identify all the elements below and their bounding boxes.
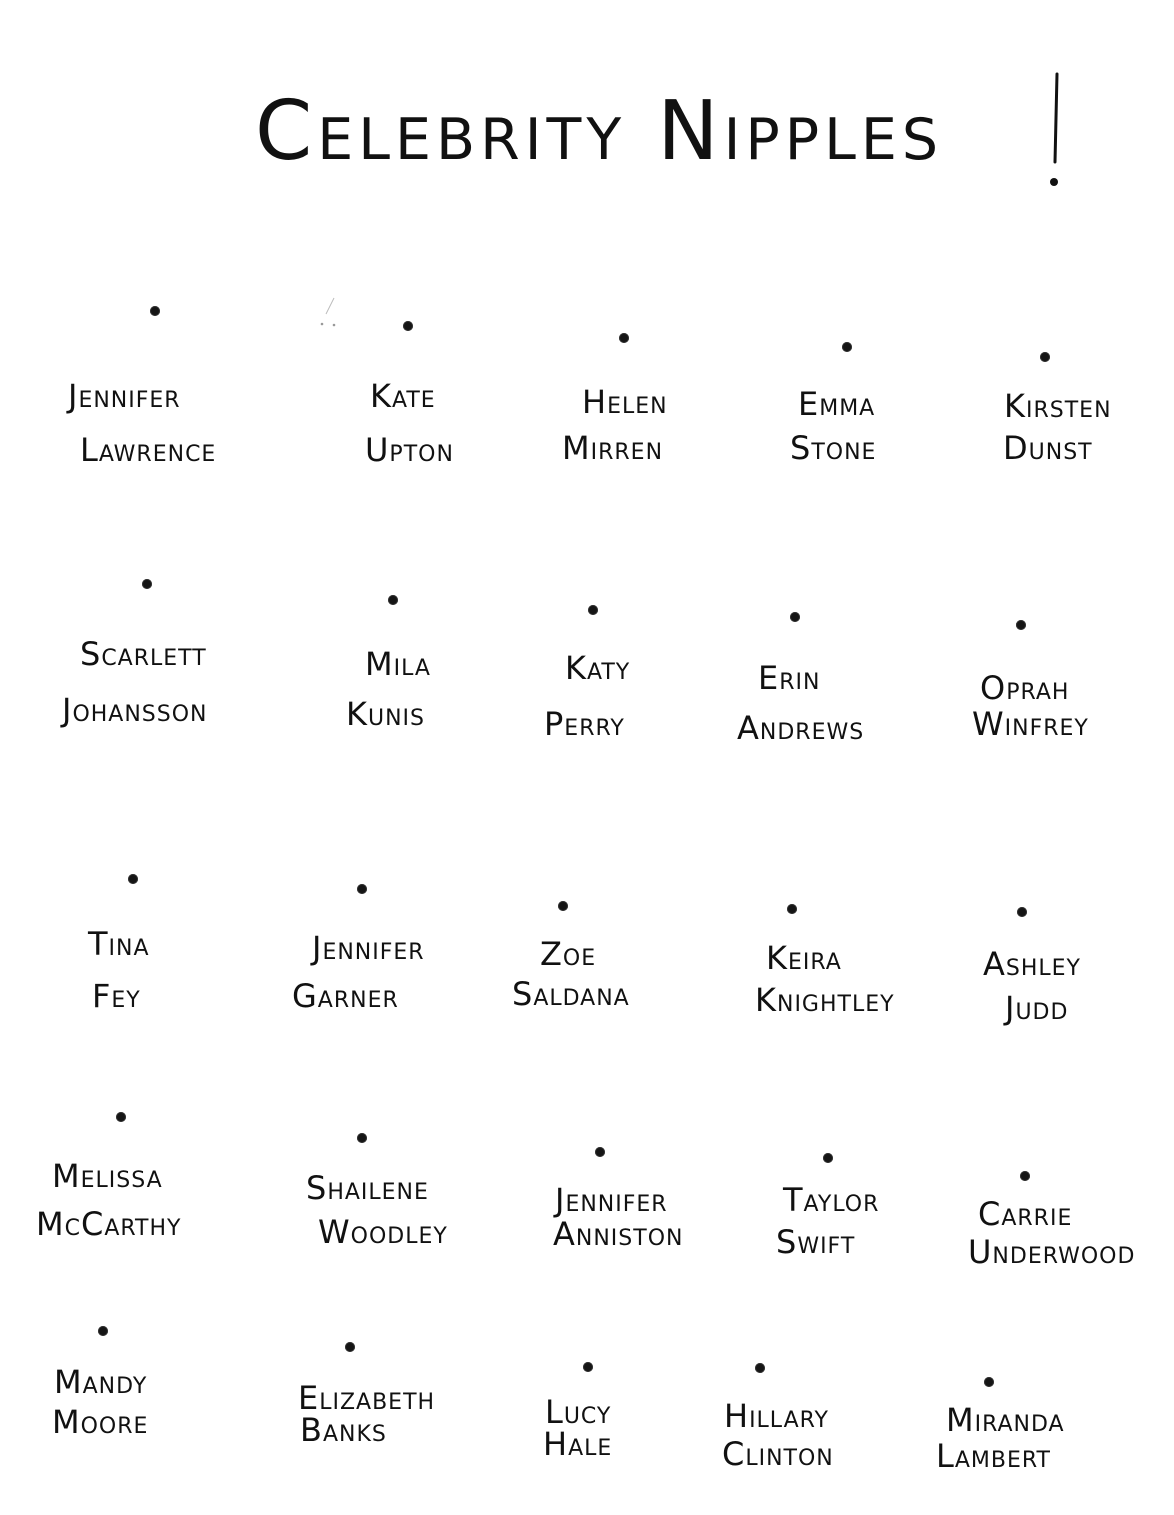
last-name: Underwood	[968, 1233, 1136, 1271]
first-name: Oprah	[980, 669, 1070, 707]
last-name: Kunis	[346, 695, 425, 733]
first-name: Helen	[582, 383, 668, 421]
first-name: Jennifer	[312, 929, 425, 967]
first-name: Elizabeth	[298, 1379, 436, 1417]
nipple-dot	[755, 1363, 765, 1373]
last-name: Fey	[92, 977, 141, 1015]
last-name: Andrews	[737, 709, 865, 747]
last-name: Anniston	[553, 1215, 684, 1253]
nipple-dot	[558, 901, 568, 911]
first-name: Erin	[758, 659, 821, 697]
nipple-dot	[790, 612, 800, 622]
last-name: Garner	[292, 977, 399, 1015]
nipple-dot	[357, 1133, 367, 1143]
nipple-dot	[345, 1342, 355, 1352]
last-name: McCarthy	[36, 1205, 182, 1243]
last-name: Hale	[543, 1425, 613, 1463]
last-name: Dunst	[1003, 429, 1093, 467]
last-name: Saldana	[512, 975, 630, 1013]
nipple-dot	[842, 342, 852, 352]
nipple-dot	[588, 605, 598, 615]
nipple-dot	[142, 579, 152, 589]
exclamation-mark	[1046, 70, 1066, 195]
first-name: Kate	[370, 377, 436, 415]
first-name: Ashley	[983, 945, 1081, 983]
last-name: Winfrey	[972, 705, 1089, 743]
nipple-dot	[388, 595, 398, 605]
nipple-dot	[98, 1326, 108, 1336]
page-title: Celebrity Nipples	[255, 84, 944, 179]
first-name: Jennifer	[555, 1181, 668, 1219]
nipple-dot	[619, 333, 629, 343]
stray-mark	[314, 296, 340, 336]
first-name: Carrie	[978, 1195, 1073, 1233]
nipple-dot	[150, 306, 160, 316]
nipple-dot	[595, 1147, 605, 1157]
last-name: Moore	[52, 1403, 149, 1441]
first-name: Tina	[88, 925, 150, 963]
first-name: Scarlett	[80, 635, 207, 673]
first-name: Lucy	[545, 1393, 612, 1431]
first-name: Jennifer	[68, 377, 181, 415]
first-name: Hillary	[724, 1397, 829, 1435]
first-name: Taylor	[783, 1181, 880, 1219]
last-name: Knightley	[755, 981, 895, 1019]
last-name: Lawrence	[80, 431, 217, 469]
nipple-dot	[357, 884, 367, 894]
nipple-dot	[583, 1362, 593, 1372]
first-name: Emma	[798, 385, 876, 423]
last-name: Perry	[544, 705, 625, 743]
nipple-dot	[1017, 907, 1027, 917]
first-name: Kirsten	[1004, 387, 1112, 425]
last-name: Lambert	[936, 1437, 1051, 1475]
nipple-dot	[1040, 352, 1050, 362]
first-name: Keira	[766, 939, 842, 977]
nipple-dot	[116, 1112, 126, 1122]
first-name: Zoe	[540, 935, 597, 973]
first-name: Katy	[565, 649, 631, 687]
nipple-dot	[787, 904, 797, 914]
first-name: Mila	[365, 645, 431, 683]
first-name: Mandy	[54, 1363, 148, 1401]
nipple-dot	[128, 874, 138, 884]
nipple-dot	[1020, 1171, 1030, 1181]
nipple-dot	[823, 1153, 833, 1163]
last-name: Stone	[790, 429, 877, 467]
last-name: Banks	[300, 1411, 387, 1449]
first-name: Shailene	[306, 1169, 429, 1207]
last-name: Woodley	[318, 1213, 448, 1251]
nipple-dot	[403, 321, 413, 331]
first-name: Miranda	[946, 1401, 1065, 1439]
last-name: Mirren	[562, 429, 664, 467]
last-name: Judd	[1005, 989, 1069, 1027]
nipple-dot	[984, 1377, 994, 1387]
last-name: Johansson	[62, 691, 208, 729]
last-name: Swift	[776, 1223, 856, 1261]
last-name: Clinton	[722, 1435, 834, 1473]
nipple-dot	[1016, 620, 1026, 630]
first-name: Melissa	[52, 1157, 163, 1195]
last-name: Upton	[365, 431, 454, 469]
